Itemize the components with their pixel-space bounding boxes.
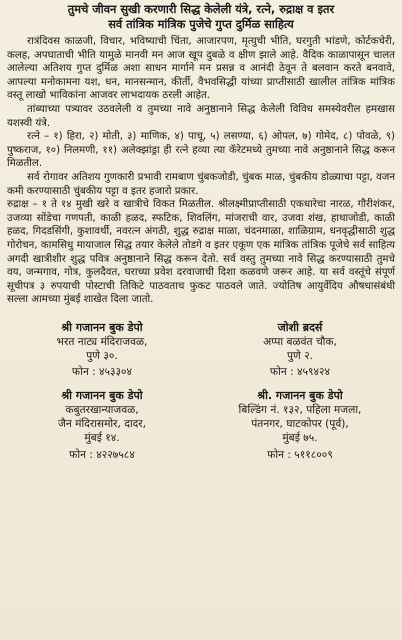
address-line: कबुतरखान्याजवळ, <box>65 403 139 416</box>
address-title: श्री. गजानन बुक डेपो <box>257 388 343 402</box>
address-line: पुणे ३०. <box>86 350 118 363</box>
address-line: अप्पा बळवंत चौक, <box>263 336 337 349</box>
address-line: मुंबई ७५. <box>282 432 318 445</box>
address-ghatkopar <box>205 389 395 462</box>
address-phone: फोन : ५११८००९ <box>267 448 333 461</box>
address-block <box>7 321 395 462</box>
address-line: पुणे २. <box>287 350 313 363</box>
address-title: जोशी ब्रदर्स <box>277 320 323 334</box>
heading-line-2: सर्व तांत्रिक मांत्रिक पुजेचे गुप्त दुर्मिळ साहित्य <box>108 17 294 31</box>
address-line: भरत नाट्य मंदिराजवळ, <box>56 336 148 349</box>
address-title: श्री गजानन बुक डेपो <box>61 388 143 402</box>
address-title: श्री गजानन बुक डेपो <box>61 320 143 334</box>
gems-paragraph: रत्ने – १) हिरा, २) मोती, ३) माणिक, ४) पाचू, ५) लसण्या, ६) ओपल, ७) गोमेद, ८) पोवळे, ९) पुष्कराज, १०) निलमणी, ११) अलेक्झांड्रा ही रत्ने हव्या त्या कॅरेटमध्ये तुमच्या नावे अनुष्ठानाने सिद्ध करून मिळतील. <box>7 131 395 170</box>
address-dadar <box>7 389 197 462</box>
heading-line-1: तुमचे जीवन सुखी करणारी सिद्ध केलेली यंत्रे, रत्ने, रुद्राक्ष व इतर <box>67 2 335 16</box>
address-phone: फोन : ४२२७५८४ <box>69 448 135 461</box>
address-line: पंतनगर, घाटकोपर (पूर्व), <box>251 418 349 431</box>
address-phone: फोन : ४५९४२४ <box>269 366 331 379</box>
address-pune-bharat-natya <box>7 321 197 380</box>
address-line: जैन मंदिरासमोर, दादर, <box>58 418 146 431</box>
address-line: मुंबई १४. <box>84 432 120 445</box>
address-phone: फोन : ४५३३०४ <box>71 366 133 379</box>
address-joshi-brothers <box>205 321 395 380</box>
yantra-paragraph: तांब्याच्या पत्र्यावर उठवलेली व तुमच्या नावे अनुष्ठानाने सिद्ध केलेली विविध समस्येवरील हमखास यशस्वी यंत्रे. <box>7 103 395 129</box>
magnet-paragraph: सर्व रोगावर अतिशय गुणकारी प्रभावी रामबाण चुंबकजोडी, चुंबक माळ, चुंबकीय डोळ्याचा पट्टा, वजन कमी करण्यासाठी चुंबकीय पट्टा व इतर हजारो प्रकार. <box>7 171 395 197</box>
address-line: बिल्डिंग नं. १३२, पहिला मजला, <box>238 403 362 416</box>
rudraksha-paragraph: रुद्राक्ष – १ ते १४ मुखी खरे व खात्रीचे विकत मिळतील. श्रीलक्ष्मीप्राप्तीसाठी एकधारेचा नारळ, गौरीशंकर, उजव्या सोंडेचा गणपती, काळी हळद, स्फटिक, शिवलिंग, मांजराची वार, उजवा शंख, हाथाजोडी, काळी हळद, गिदडसिंगी, कुशावर्थी, नवरत्न अंगठी, शुद्ध रुद्राक्ष माळा, चंदनमाळा, शाळिग्राम, धनवृद्धीसाठी शुद्ध गोरोचन, कामसिधु मायाजाल सिद्ध तयार केलेले तोडगे व इतर एकूण एक मांत्रिक तांत्रिक पूजेचे सर्व साहित्य अगदी खात्रीशीर शुद्ध पवित्र अनुष्ठानाने सिद्ध करून देतो. सर्व वस्तु तुमच्या नावे सिद्ध करण्यासाठी तुमचे वय, जन्मगाव, गोत्र, कुलदैवत, घराच्या प्रवेश दरवाजाची दिशा कळवणे जरूर आहे. या सर्व वस्तूंचे संपूर्ण सूचीपत्र ३ रुपयाची पोस्टाची तिकिटे पाठवताच फुकट पाठवले जाते. ज्योतिष आयुर्वेदिय औषधासंबंधी सल्ला आमच्या मुंबई शाखेत दिला जातो. <box>7 199 395 306</box>
intro-paragraph: रात्रंदिवस काळजी, विचार, भविष्याची चिंता, आजारपण, मृत्युची भीति, घरगुती भांडणे, कोर्टकचेरी, कलह, अपघाताची भीति यामुळे मानवी मन आज खूप दुबळे व क्षीण झाले आहे. वैदिक काळापासून चालत आलेल्या अतिशय गुप्त दुर्मिळ अशा साधन मार्गाने मन प्रसन्न व आनंदी ठेवून ते बलवान करते बनवावे, आपल्या मनोकामना यश, धन, मानसन्मान, कीर्ती, वैभवसिद्धी यांच्या प्राप्तीसाठी खालील तांत्रिक मांत्रिक वस्तू लाखो भाविकांना आजवर लाभदायक ठरली आहेत. <box>7 36 395 102</box>
